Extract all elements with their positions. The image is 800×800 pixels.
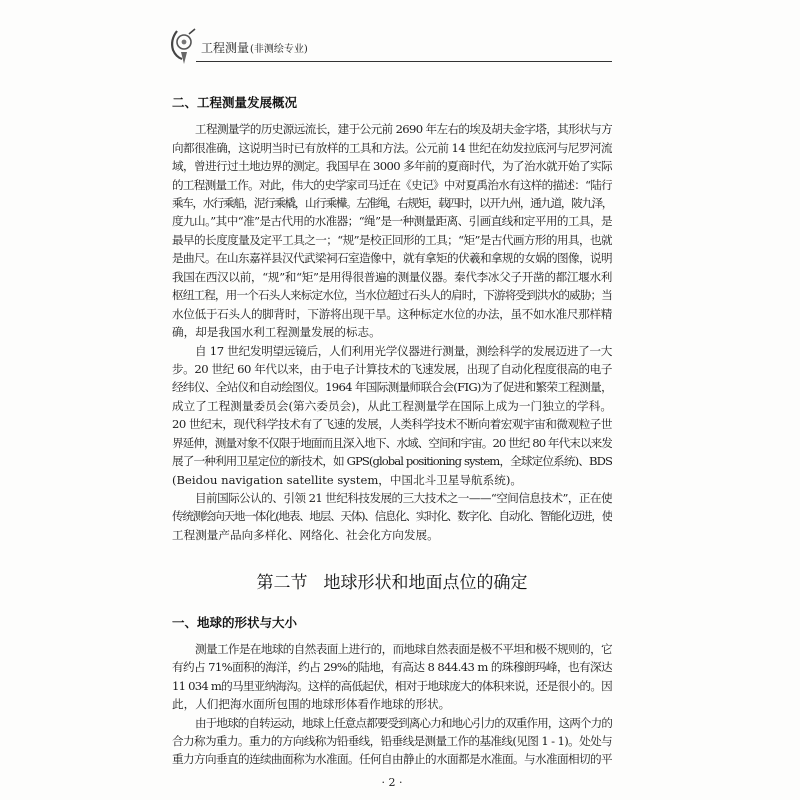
paragraph-line: 20 世纪末，现代科学技术有了飞速的发展，人类科学技术不断向着宏观宇宙和微观粒子世 [172, 417, 612, 432]
section-body [172, 120, 612, 544]
paragraph-line: 重力方向垂直的连续曲面称为水准面。任何自由静止的水面都是水准面。与水准面相切的平 [172, 752, 612, 767]
paragraph-line: 我国在西汉以前，“规”和“矩”是用得很普遍的测量仪器。秦代李冰父子开凿的都江堰水利 [172, 269, 612, 284]
header-rule [196, 61, 612, 62]
paragraph [172, 120, 612, 341]
paragraph-line: 枢纽工程，用一个石头人来标定水位，当水位超过石头人的肩时，下游将受到洪水的威胁；当 [172, 288, 612, 303]
paragraph [172, 342, 612, 490]
paragraph-line: 确，却是我国水利工程测量发展的标志。 [172, 325, 381, 340]
paragraph-line: 乘车，水行乘船，泥行乘橇，山行乘檋。左准绳，右规矩，载四时，以开九州，通九道，陂九泽， [172, 196, 612, 211]
paragraph-line: 测量工作是在地球的自然表面上进行的，而地球自然表面是极不平坦和极不规则的，它 [195, 641, 612, 656]
section-body [172, 640, 612, 769]
section-heading: 二、工程测量发展概况 [172, 95, 298, 110]
running-header-title: 工程测量 [201, 41, 250, 55]
paragraph-line: 水位低于石头人的脚背时，下游将出现干旱。这种标定水位的办法，虽不如水准尺那样精 [172, 306, 612, 321]
paragraph-line: 展了一种利用卫星定位的新技术，如 GPS(global positioning system，全球定位系统)、BDS [172, 454, 612, 469]
paragraph-line: 工程测量学的历史源远流长，建于公元前 2690 年左右的埃及胡夫金字塔，其形状与方 [195, 122, 612, 137]
running-header [201, 40, 308, 58]
paragraph-line: 界延伸，测量对象不仅限于地面而且深入地下、水域、空间和宇宙。20 世纪 80 年代末以来发 [172, 435, 612, 450]
chapter-title [172, 570, 612, 596]
chapter-label: 第二节 [256, 573, 308, 593]
surveying-logo-icon [168, 26, 198, 68]
paragraph-line: 经纬仪、全站仪和自动绘图仪。1964 年国际测量师联合会(FIG)为了促进和繁荣工程测量， [172, 380, 612, 395]
paragraph-line: 成立了工程测量委员会(第六委员会)，从此工程测量学在国际上成为一门独立的学科。 [172, 398, 612, 413]
paragraph-line: 自 17 世纪发明望远镜后，人们利用光学仪器进行测量，测绘科学的发展迈进了一大 [195, 343, 612, 358]
paragraph [172, 714, 612, 769]
paragraph-line: 最早的长度度量及定平工具之一；“规”是校正回形的工具；“矩”是古代画方形的用具，也就 [172, 232, 612, 247]
paragraph-line: (Beidou navigation satellite system，中国北斗卫星导航系统)。 [172, 472, 522, 487]
subsection-heading: 一、地球的形状与大小 [172, 615, 298, 630]
paragraph [172, 489, 612, 544]
paragraph [172, 640, 612, 714]
paragraph-line: 有约占 71%面积的海洋，约占 29%的陆地，有高达 8 844.43 m 的珠穆朗玛峰，也有深达 [172, 660, 612, 675]
paragraph-line: 由于地球的自转运动，地球上任意点都要受到离心力和地心引力的双重作用，这两个力的 [195, 715, 612, 730]
paragraph-line: 11 034 m的马里亚纳海沟。这样的高低起伏，相对于地球庞大的体积来说，还是很小的。因 [172, 678, 612, 693]
paragraph-line: 步。20 世纪 60 年代以来，由于电子计算技术的飞速发展，出现了自动化程度很高的电子 [172, 361, 612, 376]
chapter-title-text: 地球形状和地面点位的确定 [323, 573, 528, 593]
paragraph-line: 的工程测量工作。对此，伟大的史学家司马迁在《史记》中对夏禹治水有这样的描述：“陆行 [172, 177, 612, 192]
running-header-subtitle: (非测绘专业) [250, 44, 308, 55]
paragraph-line: 向都很准确，这说明当时已有放样的工具和方法。公元前 14 世纪在幼发拉底河与尼罗河流 [172, 140, 612, 155]
page-number: · 2 · [381, 776, 403, 789]
paragraph-line: 目前国际公认的、引领 21 世纪科技发展的三大技术之一——“空间信息技术”，正在使 [195, 491, 612, 506]
paragraph-line: 域，曾进行过土地边界的测定。我国早在 3000 多年前的夏商时代，为了治水就开始了实际 [172, 159, 612, 174]
paragraph-line: 此，人们把海水面所包围的地球形体看作地球的形状。 [172, 697, 451, 712]
paragraph-line: 合力称为重力。重力的方向线称为铅垂线，铅垂线是测量工作的基准线(见图 1 - 1)。处处与 [172, 733, 612, 748]
paragraph-line: 传统测绘向天地一体化(地表、地层、天体)、信息化、实时化、数字化、自动化、智能化迈进，使 [172, 509, 612, 524]
paragraph-line: 工程测量产品向多样化、网络化、社会化方向发展。 [172, 527, 439, 542]
paragraph-line: 是曲尺。在山东嘉祥县汉代武梁祠石室造像中，就有拿矩的伏羲和拿规的女娲的图像，说明 [172, 251, 612, 266]
paragraph-line: 度九山。”其中“准”是古代用的水准器；“绳”是一种测量距离、引画直线和定平用的工具，是 [172, 214, 612, 229]
